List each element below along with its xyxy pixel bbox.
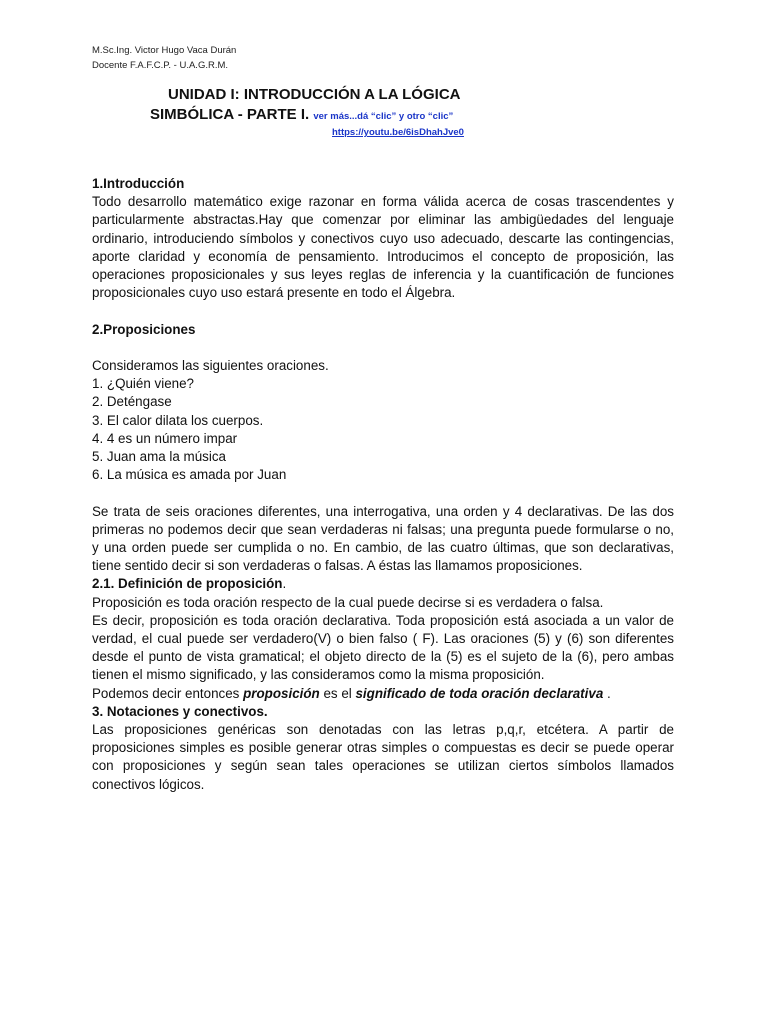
section-2-intro: Consideramos las siguientes oraciones.	[92, 358, 329, 373]
section-3-body: Las proposiciones genéricas son denotadas con las letras p,q,r, etcétera. A partir de proposiciones simples es posible generar otras simples o compuestas es decir se puede operar con proposiciones y según sean tales operaciones se utilizan ciertos símbolos llamados conectivos lógicos.	[92, 722, 674, 792]
section-2-1-definition: Proposición es toda oración respecto de la cual puede decirse si es verdadera o falsa.	[92, 594, 604, 610]
section-2-1-heading	[92, 575, 674, 593]
conclusion-part: es el	[319, 685, 356, 701]
section-3-heading: 3. Notaciones y conectivos.	[92, 703, 268, 719]
emphasis-proposicion: proposición	[243, 685, 320, 701]
section-2-1-heading-text: 2.1. Definición de proposición	[92, 576, 283, 592]
section-2-1-conclusion	[92, 685, 674, 703]
list-item: 2. Deténgase	[92, 394, 172, 410]
section-1-heading: 1.Introducción	[92, 176, 185, 191]
conclusion-part: .	[603, 685, 611, 701]
document-body	[92, 175, 674, 794]
conclusion-part: Podemos decir entonces	[92, 685, 244, 701]
list-item: 6. La música es amada por Juan	[92, 467, 287, 483]
youtube-link[interactable]: https://youtu.be/6isDhahJve0	[332, 127, 464, 138]
section-2-paragraph: Se trata de seis oraciones diferentes, una interrogativa, una orden y 4 declarativas. De las dos primeras no podemos decir que sean verdaderas ni falsas; una pregunta puede formularse o no, y una orden puede ser cumplida o no. En cambio, de las cuatro últimas, que son declarativas, tiene sentido decir si son verdaderas o falsas. A éstas las llamamos proposiciones.	[92, 503, 674, 574]
list-item: 3. El calor dilata los cuerpos.	[92, 412, 264, 428]
section-2-1-paragraph: Es decir, proposición es toda oración declarativa. Toda proposición está asociada a un valor de verdad, el cual puede ser verdadero(V) o bien falso ( F). Las oraciones (5) y (6) son diferentes desde el punto de vista gramatical; el objeto directo de la (5) es el sujeto de la (6), pero ambas tienen el mismo significado, y las consideramos como la misma proposición.	[92, 612, 674, 683]
emphasis-significado: significado de toda oración declarativa	[355, 685, 604, 701]
list-item: 5. Juan ama la música	[92, 449, 226, 465]
document-title-line2	[150, 106, 453, 123]
list-item: 4. 4 es un número impar	[92, 430, 238, 446]
section-1-body: Todo desarrollo matemático exige razonar en forma válida acerca de cosas trascendentes y particularmente abstractas.Hay que comenzar por eliminar las ambigüedades del lenguaje ordinario, introduciendo símbolos y conectivos cuyo uso adecuado, descarte las contingencias, aporte claridad y economía de pensamiento. Introducimos el concepto de proposición, las operaciones proposicionales y sus leyes reglas de inferencia y la cuantificación de funciones proposicionales cuyo uso estará presente en todo el Álgebra.	[92, 194, 674, 301]
author-block	[92, 43, 236, 73]
section-2-heading: 2.Proposiciones	[92, 321, 196, 337]
list-item: 1. ¿Quién viene?	[92, 376, 194, 392]
author-name: M.Sc.Ing. Victor Hugo Vaca Durán	[92, 45, 237, 56]
section-2-1-heading-tail: .	[282, 576, 287, 592]
document-title-text: SIMBÓLICA - PARTE I.	[150, 106, 310, 123]
document-title-line1: UNIDAD I: INTRODUCCIÓN A LA LÓGICA	[168, 86, 461, 103]
author-affiliation: Docente F.A.F.C.P. - U.A.G.R.M.	[92, 60, 229, 71]
ver-mas-note: ver más...dá “clic” y otro “clic”	[313, 111, 454, 122]
